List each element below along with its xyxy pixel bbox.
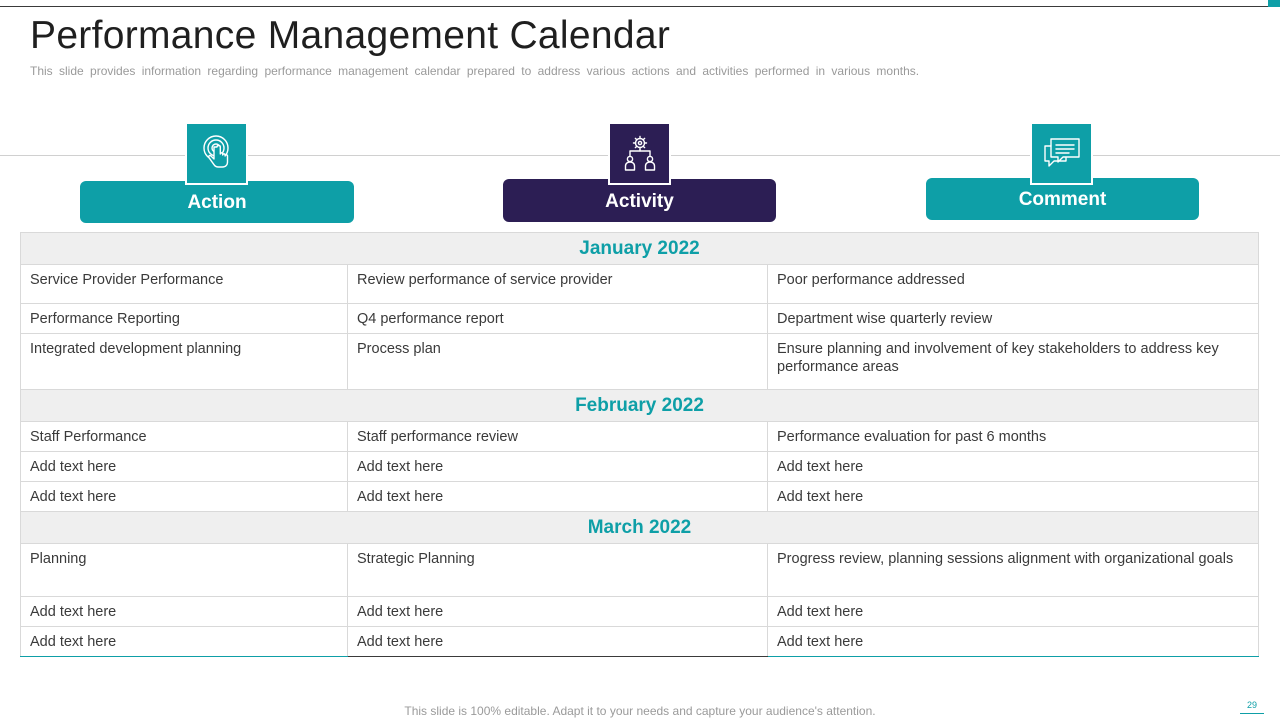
action-cell: Staff Performance: [21, 422, 348, 452]
table-row: [21, 482, 1259, 512]
footer-note: This slide is 100% editable. Adapt it to your needs and capture your audience's attention.: [404, 704, 876, 718]
action-cell: Add text here: [21, 482, 348, 512]
top-accent-bar: [1268, 0, 1280, 7]
month-row-january: [21, 233, 1259, 265]
comment-cell: Poor performance addressed: [768, 265, 1259, 304]
comment-cell: Add text here: [768, 482, 1259, 512]
comment-cell: Department wise quarterly review: [768, 304, 1259, 334]
action-cell: Service Provider Performance: [21, 265, 348, 304]
comment-cell: Progress review, planning sessions alignment with organizational goals: [768, 544, 1259, 597]
comment-cell: Performance evaluation for past 6 months: [768, 422, 1259, 452]
touch-icon: [185, 122, 248, 185]
activity-header: [503, 179, 776, 222]
chat-bubbles-icon: [1030, 122, 1093, 185]
activity-header-label: Activity: [605, 190, 674, 212]
table-row: [21, 334, 1259, 390]
month-row-march: [21, 512, 1259, 544]
table-row: [21, 304, 1259, 334]
action-cell: Add text here: [21, 597, 348, 627]
page-number: 29: [1240, 700, 1264, 714]
action-cell: Planning: [21, 544, 348, 597]
action-header-label: Action: [187, 192, 247, 213]
month-label: February 2022: [21, 390, 1259, 422]
calendar-table: [20, 232, 1259, 657]
month-label: January 2022: [21, 233, 1259, 265]
activity-cell: Q4 performance report: [348, 304, 768, 334]
activity-cell: Review performance of service provider: [348, 265, 768, 304]
page-title: Performance Management Calendar: [30, 14, 671, 57]
action-header: [80, 181, 354, 223]
month-label: March 2022: [21, 512, 1259, 544]
action-cell: Performance Reporting: [21, 304, 348, 334]
action-cell: Integrated development planning: [21, 334, 348, 390]
team-gear-icon: [608, 122, 671, 185]
table-row: [21, 544, 1259, 597]
comment-cell: Add text here: [768, 452, 1259, 482]
month-row-february: [21, 390, 1259, 422]
activity-cell: Process plan: [348, 334, 768, 390]
activity-cell: Staff performance review: [348, 422, 768, 452]
comment-header-label: Comment: [1018, 189, 1107, 210]
comment-cell: Add text here: [768, 597, 1259, 627]
activity-cell: Add text here: [348, 627, 768, 657]
table-row: [21, 422, 1259, 452]
activity-cell: Add text here: [348, 597, 768, 627]
table-row: [21, 627, 1259, 657]
table-row: [21, 452, 1259, 482]
activity-cell: Strategic Planning: [348, 544, 768, 597]
table-row: [21, 597, 1259, 627]
comment-cell: Ensure planning and involvement of key stakeholders to address key performance areas: [768, 334, 1259, 390]
top-rule: [0, 6, 1268, 7]
page-subtitle: This slide provides information regarding performance management calendar prepared to address various actions and activities performed in various months.: [30, 64, 920, 78]
activity-cell: Add text here: [348, 452, 768, 482]
action-cell: Add text here: [21, 452, 348, 482]
activity-cell: Add text here: [348, 482, 768, 512]
comment-cell: Add text here: [768, 627, 1259, 657]
table-row: [21, 265, 1259, 304]
action-cell: Add text here: [21, 627, 348, 657]
